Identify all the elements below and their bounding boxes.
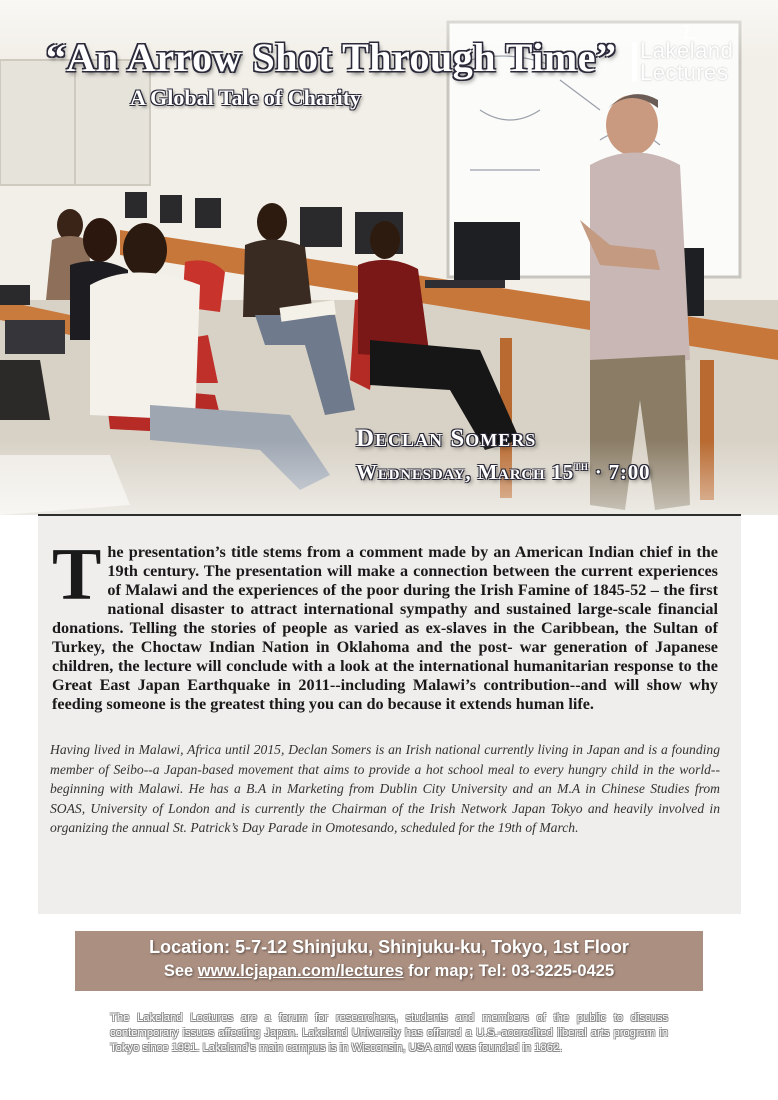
event-datetime [356, 458, 650, 485]
logo-text-lakeland: Lakeland [640, 38, 734, 63]
lectures-link[interactable]: www.lcjapan.com/lectures [197, 962, 404, 980]
hero-photo [0, 0, 778, 515]
speaker-name: Declan Somers [356, 425, 537, 452]
description-text: he presentation’s title stems from a comment made by an American Indian chief in the 19th century. The presentation will make a connection between the current experiences of Malawi and the experiences of the poor during the Irish Famine of 1845-52 – the first national disaster to attract international sympathy and sustained large-scale financial donations. Telling the stories of people as varied as ex-slaves in the Caribbean, the Sultan of Turkey, the Choctaw Indian Nation in Oklahoma and the post- war generation of Japanese children, the lecture will conclude with a look at the international humanitarian response to the Great East Japan Earthquake in 2011--including Malawi’s contribution--and will show why feeding someone is the greatest thing you can do because it extends human life. [52, 543, 718, 713]
lecture-title: “An Arrow Shot Through Time” [46, 35, 617, 80]
location-contact [75, 962, 703, 981]
event-date: Wednesday, March 15 [356, 460, 575, 484]
lecture-description [52, 534, 718, 714]
location-address: Location: 5-7-12 Shinjuku, Shinjuku-ku, Tokyo, 1st Floor [149, 937, 629, 957]
logo-text-lectures: Lectures [640, 60, 729, 85]
date-ordinal: th [574, 458, 589, 473]
lecture-subtitle: A Global Tale of Charity [130, 85, 362, 110]
lakeland-lectures-logo [632, 24, 752, 84]
footer-about: The Lakeland Lectures are a forum for researchers, students and members of the public to discuss contemporary issues affecting Japan. Lakeland University has offered a U.S.-accredited liberal arts program in Tokyo since 1991. Lakeland’s main campus is in Wisconsin, USA and was founded in 1862. [110, 1012, 668, 1054]
see-text: See [163, 962, 198, 980]
drop-cap: T [52, 534, 102, 616]
description-panel [38, 516, 741, 914]
location-bar [75, 931, 703, 991]
speaker-bio: Having lived in Malawi, Africa until 2015, Declan Somers is an Irish national currently living in Japan and is a founding member of Seibo--a Japan-based movement that aims to provide a hot school meal to every hungry child in the world--beginning with Malawi. He has a B.A in Marketing from Dublin City University and an M.A in Chinese Studies from SOAS, University of London and is currently the Chairman of the Irish Network Japan Tokyo and heavily involved in organizing the annual St. Patrick’s Day Parade in Omotesando, scheduled for the 19th of March. [50, 742, 720, 835]
event-time: · 7:00 [594, 460, 651, 484]
map-phone-text: for map; Tel: 03-3225-0425 [403, 962, 615, 980]
